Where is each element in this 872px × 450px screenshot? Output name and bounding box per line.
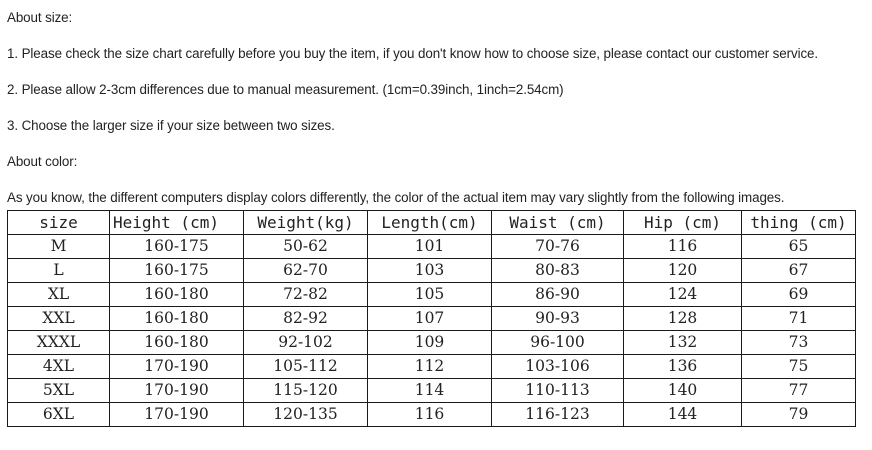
cell-size: 5XL xyxy=(8,379,110,403)
cell-size: M xyxy=(8,235,110,259)
header-weight: Weight(kg) xyxy=(244,211,368,235)
cell-length: 107 xyxy=(368,307,492,331)
cell-hip: 132 xyxy=(624,331,742,355)
cell-length: 114 xyxy=(368,379,492,403)
color-note: As you know, the different computers display colors differently, the color of the actual item may vary slightly from the following images. xyxy=(7,190,785,205)
table-row xyxy=(8,235,856,259)
cell-waist: 103-106 xyxy=(492,355,624,379)
table-row xyxy=(8,355,856,379)
cell-length: 112 xyxy=(368,355,492,379)
table-header-row xyxy=(8,211,856,235)
cell-hip: 120 xyxy=(624,259,742,283)
cell-size: XXXL xyxy=(8,331,110,355)
cell-height: 170-190 xyxy=(110,403,244,427)
cell-size: 6XL xyxy=(8,403,110,427)
cell-waist: 90-93 xyxy=(492,307,624,331)
header-thing: thing (cm) xyxy=(742,211,856,235)
size-note-3: 3. Choose the larger size if your size between two sizes. xyxy=(7,118,335,133)
cell-thing: 79 xyxy=(742,403,856,427)
cell-height: 170-190 xyxy=(110,355,244,379)
cell-length: 103 xyxy=(368,259,492,283)
cell-length: 105 xyxy=(368,283,492,307)
cell-height: 160-175 xyxy=(110,259,244,283)
about-size-heading: About size: xyxy=(7,10,73,25)
cell-height: 160-175 xyxy=(110,235,244,259)
cell-weight: 120-135 xyxy=(244,403,368,427)
cell-length: 101 xyxy=(368,235,492,259)
cell-thing: 69 xyxy=(742,283,856,307)
cell-length: 116 xyxy=(368,403,492,427)
cell-hip: 136 xyxy=(624,355,742,379)
cell-size: 4XL xyxy=(8,355,110,379)
cell-hip: 140 xyxy=(624,379,742,403)
cell-height: 160-180 xyxy=(110,331,244,355)
cell-length: 109 xyxy=(368,331,492,355)
cell-weight: 72-82 xyxy=(244,283,368,307)
cell-height: 170-190 xyxy=(110,379,244,403)
cell-weight: 82-92 xyxy=(244,307,368,331)
table-row xyxy=(8,331,856,355)
about-color-heading: About color: xyxy=(7,154,78,169)
cell-thing: 77 xyxy=(742,379,856,403)
cell-thing: 75 xyxy=(742,355,856,379)
cell-waist: 116-123 xyxy=(492,403,624,427)
cell-hip: 128 xyxy=(624,307,742,331)
cell-weight: 92-102 xyxy=(244,331,368,355)
cell-size: L xyxy=(8,259,110,283)
table-row xyxy=(8,403,856,427)
size-chart-table xyxy=(7,210,856,427)
header-length: Length(cm) xyxy=(368,211,492,235)
table-row xyxy=(8,379,856,403)
cell-weight: 105-112 xyxy=(244,355,368,379)
cell-waist: 96-100 xyxy=(492,331,624,355)
cell-thing: 65 xyxy=(742,235,856,259)
size-note-1: 1. Please check the size chart carefully before you buy the item, if you don't know how to choose size, please contact our customer service. xyxy=(7,46,819,61)
cell-weight: 115-120 xyxy=(244,379,368,403)
cell-waist: 70-76 xyxy=(492,235,624,259)
cell-size: XXL xyxy=(8,307,110,331)
cell-hip: 116 xyxy=(624,235,742,259)
cell-height: 160-180 xyxy=(110,283,244,307)
cell-thing: 73 xyxy=(742,331,856,355)
size-note-2: 2. Please allow 2-3cm differences due to manual measurement. (1cm=0.39inch, 1inch=2.54cm) xyxy=(7,82,564,97)
cell-hip: 124 xyxy=(624,283,742,307)
cell-hip: 144 xyxy=(624,403,742,427)
cell-waist: 110-113 xyxy=(492,379,624,403)
header-size: size xyxy=(8,211,110,235)
cell-size: XL xyxy=(8,283,110,307)
table-row xyxy=(8,283,856,307)
cell-thing: 67 xyxy=(742,259,856,283)
cell-waist: 80-83 xyxy=(492,259,624,283)
table-row xyxy=(8,259,856,283)
cell-height: 160-180 xyxy=(110,307,244,331)
cell-weight: 62-70 xyxy=(244,259,368,283)
header-hip: Hip (cm) xyxy=(624,211,742,235)
cell-thing: 71 xyxy=(742,307,856,331)
header-height: Height (cm) xyxy=(110,211,244,235)
cell-waist: 86-90 xyxy=(492,283,624,307)
header-waist: Waist (cm) xyxy=(492,211,624,235)
cell-weight: 50-62 xyxy=(244,235,368,259)
table-row xyxy=(8,307,856,331)
